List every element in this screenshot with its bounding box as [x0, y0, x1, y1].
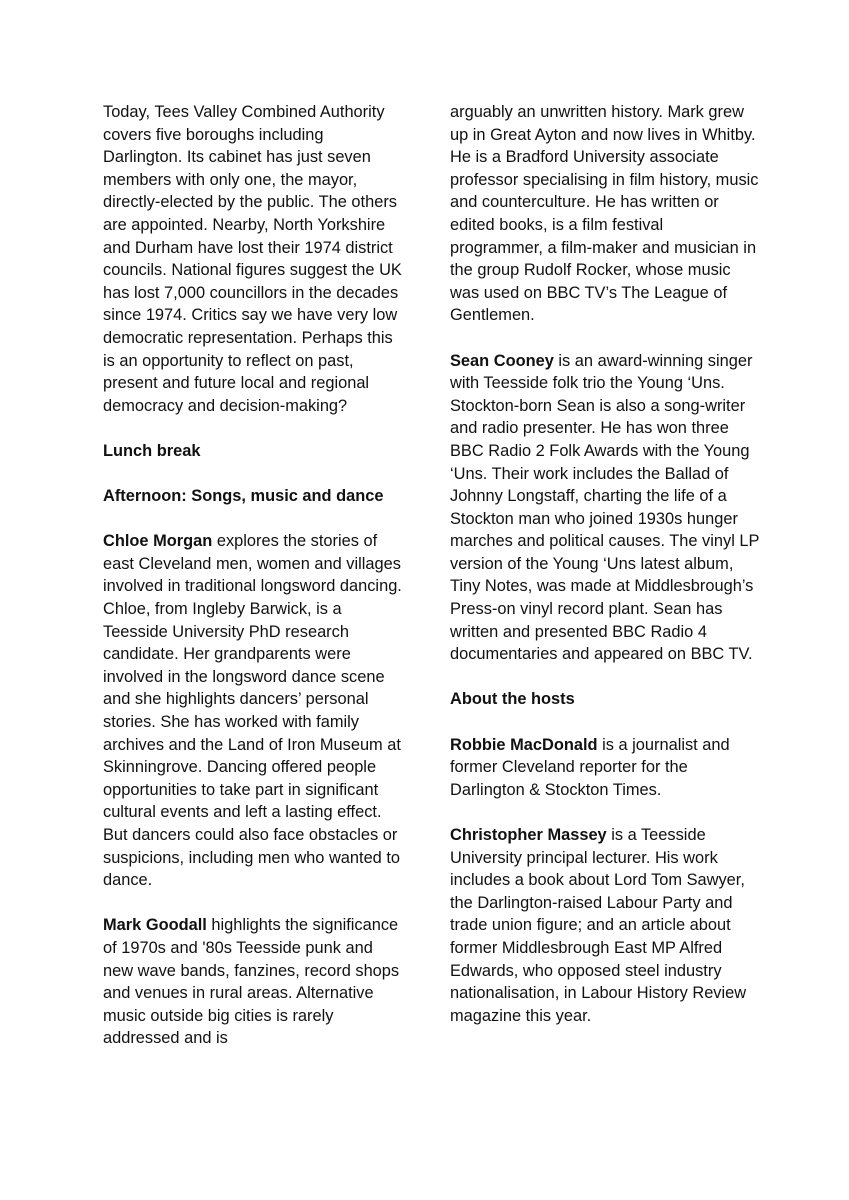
robbie-macdonald-paragraph [450, 734, 760, 802]
mark-goodall-bio: highlights the significance of 1970s and '80s Teesside punk and new wave bands, fanzines, record shops and venues in rural areas. Alternative music outside big cities is rarely addressed and is [103, 916, 400, 1048]
christopher-massey-name: Christopher Massey [450, 826, 607, 844]
lunch-break-heading: Lunch break [103, 441, 201, 460]
sean-cooney-name: Sean Cooney [450, 351, 554, 370]
chloe-morgan-paragraph [103, 530, 403, 892]
chloe-morgan-bio: explores the stories of east Cleveland men, women and villages involved in traditional longsword dancing. Chloe, from Ingleby Barwick, is a Teesside University PhD research candidate. Her grandparents were involved in the longsword dance scene and she highlights dancers’ personal stories. She has worked with family archives and the Land of Iron Museum at Skinningrove. Dancing offered people opportunities to take part in significant cultural events and left a lasting effect. But dancers could also face obstacles or suspicions, including men who wanted to dance. [103, 532, 402, 890]
right-column [450, 101, 760, 1050]
mark-goodall-paragraph [103, 914, 403, 1050]
christopher-massey-paragraph [450, 824, 760, 1027]
about-hosts-heading: About the hosts [450, 690, 575, 709]
mark-goodall-continued: arguably an unwritten history. Mark grew up in Great Ayton and now lives in Whitby. He is a Bradford University associate professor specialising in film history, music and counterculture. He has written or edited books, is a film festival programmer, a film-maker and musician in the group Rudolf Rocker, whose music was used on BBC TV’s The League of Gentlemen. [450, 103, 759, 325]
chloe-morgan-name: Chloe Morgan [103, 532, 213, 551]
mark-goodall-name: Mark Goodall [103, 916, 207, 935]
intro-paragraph: Today, Tees Valley Combined Authority covers five boroughs including Darlington. Its cabinet has just seven members with only one, the mayor, directly-elected by the public. The others are appointed. Nearby, North Yorkshire and Durham have lost their 1974 district councils. National figures suggest the UK has lost 7,000 councillors in the decades since 1974. Critics say we have very low democratic representation. Perhaps this is an opportunity to reflect on past, present and future local and regional democracy and decision-making? [103, 103, 402, 415]
sean-cooney-paragraph [450, 350, 760, 666]
christopher-massey-bio: is a Teesside University principal lecturer. His work includes a book about Lord Tom Sawyer, the Darlington-raised Labour Party and trade union figure; and an article about former Middlesbrough East MP Alfred Edwards, who opposed steel industry nationalisation, in Labour History Review magazine this year. [450, 826, 747, 1025]
robbie-macdonald-bio: is a journalist and former Cleveland reporter for the Darlington & Stockton Times. [450, 735, 730, 799]
sean-cooney-bio: is an award-winning singer with Teesside folk trio the Young ‘Uns. Stockton-born Sean is also a song-writer and radio presenter. He has won three BBC Radio 2 Folk Awards with the Young ‘Uns. Their work includes the Ballad of Johnny Longstaff, charting the life of a Stockton man who joined 1930s hunger marches and political causes. The vinyl LP version of the Young ‘Uns latest album, Tiny Notes, was made at Middlesbrough’s Press-on vinyl record plant. Sean has written and presented BBC Radio 4 documentaries and appeared on BBC TV. [450, 351, 760, 664]
robbie-macdonald-name: Robbie MacDonald [450, 735, 598, 754]
afternoon-heading: Afternoon: Songs, music and dance [103, 487, 384, 506]
left-column [103, 101, 403, 1073]
